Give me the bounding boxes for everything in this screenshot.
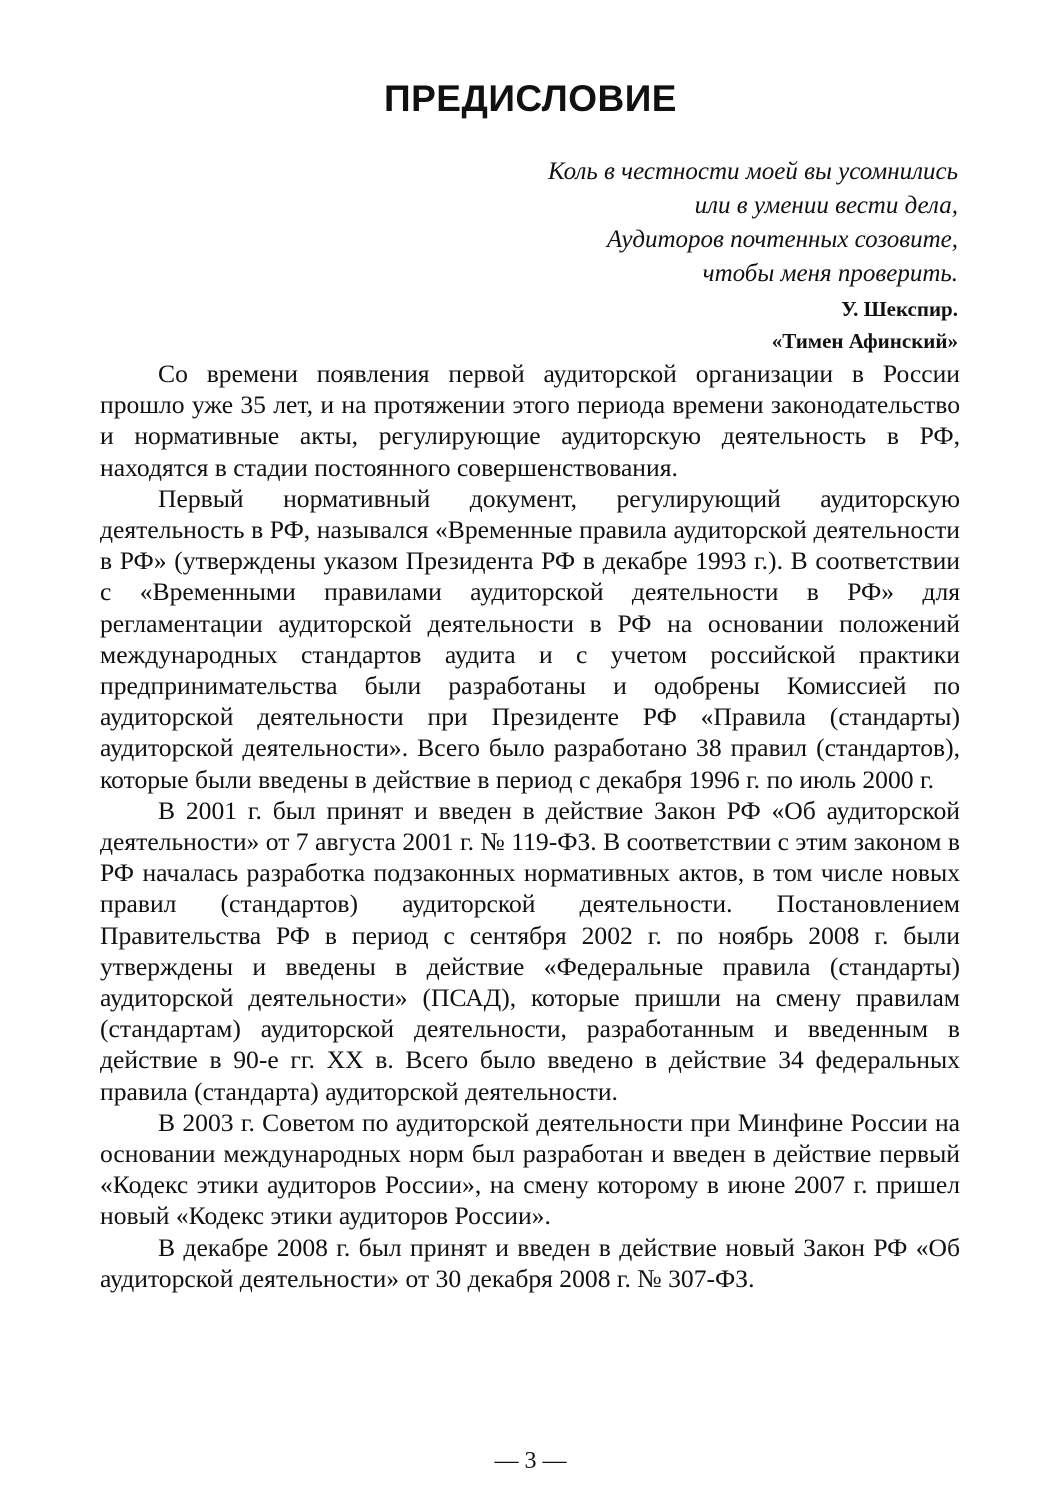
paragraph: В декабре 2008 г. был принят и введен в действие новый Закон РФ «Об аудиторской деятельности» от 30 декабря 2008 г. № 307-ФЗ. bbox=[100, 1232, 960, 1293]
epigraph-line: Аудиторов почтенных созовите, bbox=[606, 226, 958, 253]
epigraph-line: чтобы меня проверить. bbox=[702, 260, 958, 287]
epigraph-source: «Тимен Афинский» bbox=[771, 329, 958, 353]
epigraph-line: Коль в честности моей вы усомнились bbox=[548, 158, 958, 185]
page-title: ПРЕДИСЛОВИЕ bbox=[384, 78, 677, 119]
page-number: — 3 — bbox=[494, 1448, 567, 1474]
epigraph bbox=[358, 155, 958, 357]
paragraph: В 2003 г. Советом по аудиторской деятельности при Минфине России на основании международных норм был разработан и введен в действие первый «Кодекс этики аудиторов России», на смену которому в июне 2007 г. пришел новый «Кодекс этики аудиторов России». bbox=[100, 1107, 960, 1231]
paragraph: В 2001 г. был принят и введен в действие Закон РФ «Об аудиторской деятельности» от 7 августа 2001 г. № 119-ФЗ. В соответствии с этим законом в РФ началась разработка подзаконных нормативных актов, в том числе новых правил (стандартов) аудиторской деятельности. Постановлением Правительства РФ в период с сентября 2002 г. по ноябрь 2008 г. были утверждены и введены в действие «Федеральные правила (стандарты) аудиторской деятельности» (ПСАД), которые пришли на смену правилам (стандартам) аудиторской деятельности, разработанным и введенным в действие в 90-е гг. XX в. Всего было введено в действие 34 федеральных правила (стандарта) аудиторской деятельности. bbox=[100, 795, 960, 1106]
epigraph-line: или в умении вести дела, bbox=[694, 192, 958, 219]
body-text bbox=[100, 358, 960, 1294]
paragraph: Первый нормативный документ, регулирующий аудиторскую деятельность в РФ, назывался «Временные правила аудиторской деятельности в РФ» (утверждены указом Президента РФ в декабре 1993 г.). В соответствии с «Временными правилами аудиторской деятельности в РФ» для регламентации аудиторской деятельности в РФ на основании положений международных стандартов аудита и с учетом российской практики предпринимательства были разработаны и одобрены Комиссией по аудиторской деятельности при Президенте РФ «Правила (стандарты) аудиторской деятельности». Всего было разработано 38 правил (стандартов), которые были введены в действие в период с декабря 1996 г. по июль 2000 г. bbox=[100, 483, 960, 794]
epigraph-author: У. Шекспир. bbox=[841, 297, 958, 321]
paragraph: Со времени появления первой аудиторской организации в России прошло уже 35 лет, и на протяжении этого периода времени законодательство и нормативные акты, регулирующие аудиторскую деятельность в РФ, находятся в стадии постоянного совершенствования. bbox=[100, 359, 960, 482]
